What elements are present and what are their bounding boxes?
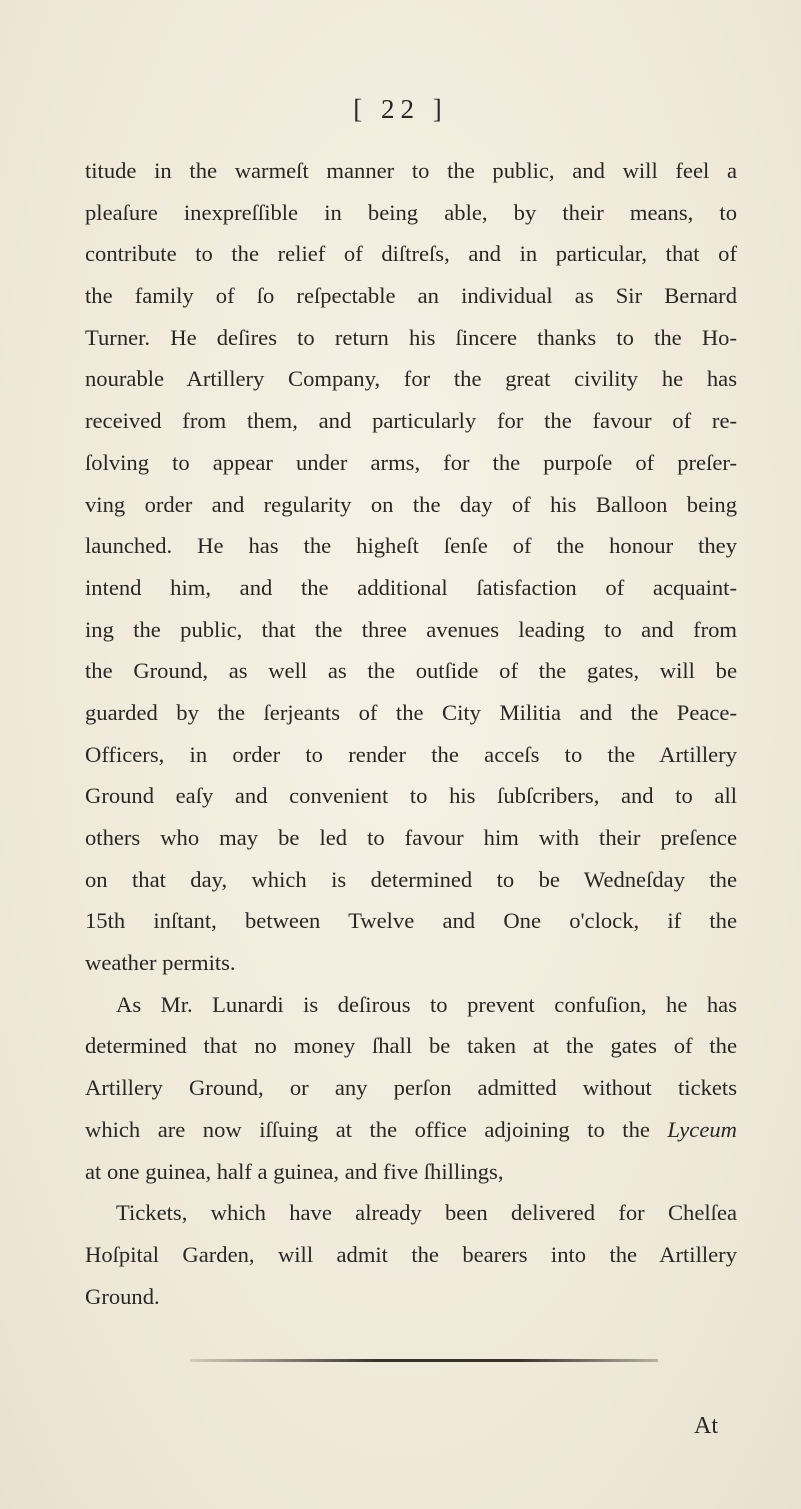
text-line: Artillery Ground, or any perſon admitted without tickets	[85, 1075, 737, 1101]
text-line: Officers, in order to render the acceſs to the Artillery	[85, 741, 737, 767]
text-line: As Mr. Lunardi is deſirous to prevent confuſion, he has	[116, 991, 737, 1017]
text-line: pleaſure inexpreſſible in being able, by their means, to	[85, 199, 737, 225]
text-line: guarded by the ſerjeants of the City Militia and the Peace-	[85, 699, 737, 725]
text-line: Tickets, which have already been delivered for Chelſea	[116, 1200, 737, 1226]
text-run: which are now iſſuing at the office adjoining to the	[85, 1116, 650, 1142]
text-line: received from them, and particularly for the favour of re-	[85, 408, 737, 434]
text-line: others who may be led to favour him with their preſence	[85, 825, 737, 850]
text-line: ſolving to appear under arms, for the purpoſe of preſer-	[85, 449, 737, 475]
text-line: at one guinea, half a guinea, and five ſhillings,	[85, 1158, 504, 1184]
body-text	[85, 150, 737, 1317]
text-line: intend him, and the additional ſatisfaction of acquaint-	[85, 574, 737, 600]
lyceum-italic: Lyceum	[667, 1116, 737, 1142]
text-line: Ground eaſy and convenient to his ſubſcribers, and to all	[85, 783, 737, 809]
catchword: At	[694, 1413, 718, 1439]
text-line: 15th inſtant, between Twelve and One o'clock, if the	[85, 908, 737, 934]
text-line: ving order and regularity on the day of his Balloon being	[85, 491, 737, 517]
text-line: weather permits.	[85, 950, 236, 976]
text-line: Hoſpital Garden, will admit the bearers into the Artillery	[85, 1241, 737, 1267]
text-line: nourable Artillery Company, for the great civility he has	[85, 366, 737, 392]
text-line: Turner. He deſires to return his ſincere thanks to the Ho-	[85, 324, 737, 350]
text-line: titude in the warmeſt manner to the public, and will feel a	[85, 158, 737, 183]
text-line: the Ground, as well as the outſide of the gates, will be	[85, 658, 737, 684]
text-line: the family of ſo reſpectable an individual as Sir Bernard	[85, 283, 737, 309]
section-rule	[190, 1359, 658, 1362]
paragraph-lunardi	[85, 984, 737, 1192]
text-line: launched. He has the higheſt ſenſe of the honour they	[85, 533, 737, 559]
paragraph-tickets	[85, 1192, 737, 1317]
text-line: Ground.	[85, 1283, 160, 1309]
text-line: ing the public, that the three avenues leading to and from	[85, 616, 737, 642]
text-line: determined that no money ſhall be taken at the gates of the	[85, 1033, 737, 1059]
paragraph-continued	[85, 150, 737, 984]
text-line: contribute to the relief of diſtreſs, and in particular, that of	[85, 241, 737, 267]
page-number: [ 22 ]	[353, 94, 448, 124]
text-line	[85, 1109, 737, 1151]
text-line: on that day, which is determined to be Wedneſday the	[85, 866, 737, 892]
